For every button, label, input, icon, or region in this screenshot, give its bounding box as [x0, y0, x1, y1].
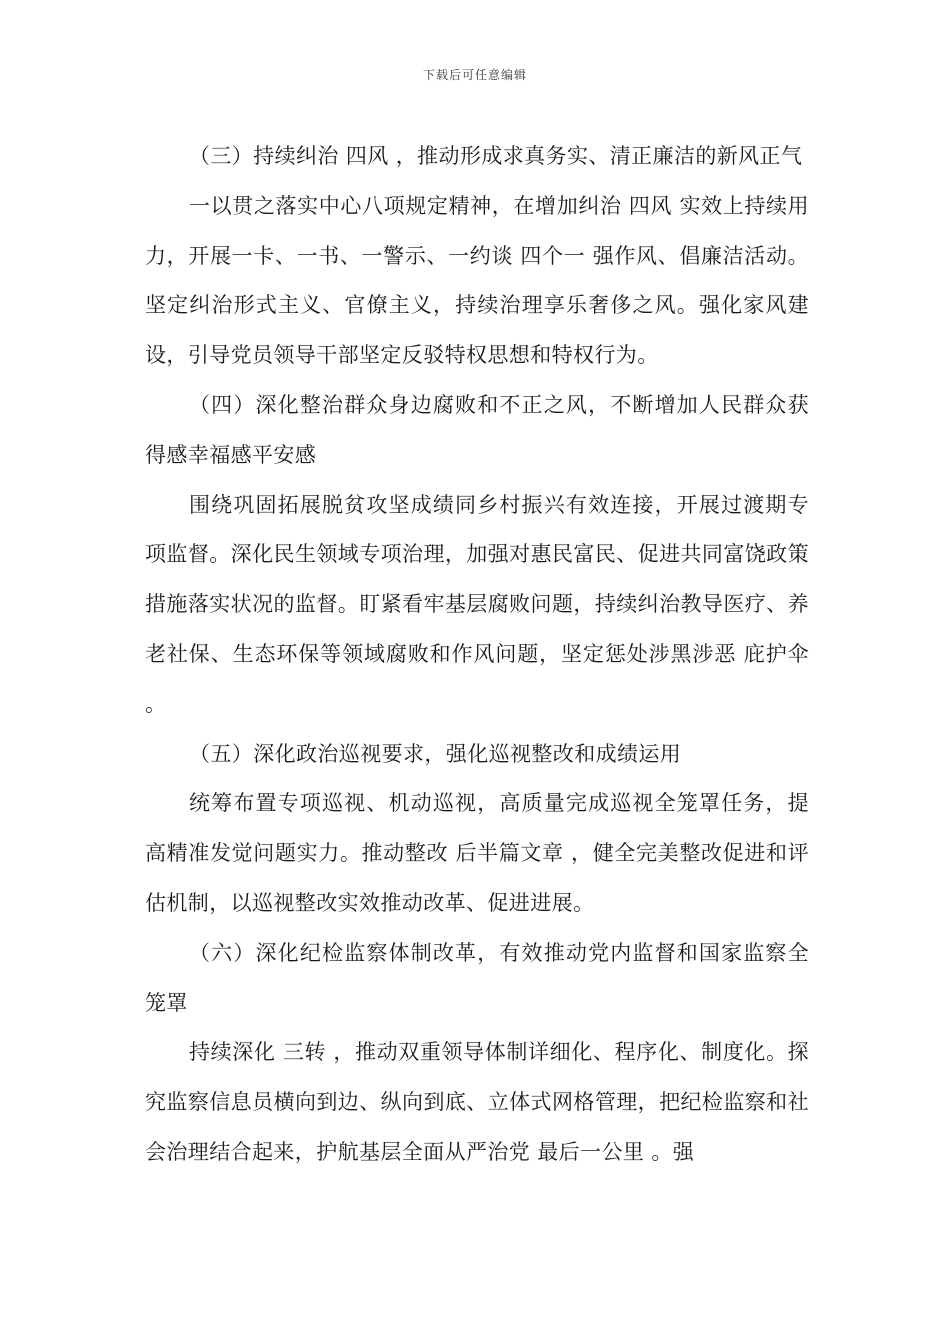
section-heading-4: （四）深化整治群众身边腐败和不正之风，不断增加人民群众获得感幸福感平安感	[145, 392, 809, 467]
paragraph: 统筹布置专项巡视、机动巡视，高质量完成巡视全笼罩任务，提高精准发觉问题实力。推动整改 后半篇文章 ，健全完美整改促进和评估机制，以巡视整改实效推动改革、促进进展。	[145, 791, 809, 915]
document-body	[145, 132, 809, 1178]
section-heading-5: （五）深化政治巡视要求，强化巡视整改和成绩运用	[189, 741, 682, 766]
section-heading-3: （三）持续纠治 四风 ，推动形成求真务实、清正廉洁的新风正气	[189, 144, 803, 168]
paragraph: 围绕巩固拓展脱贫攻坚成绩同乡村振兴有效连接，开展过渡期专项监督。深化民生领域专项治理，加强对惠民富民、促进共同富饶政策措施落实状况的监督。盯紧看牢基层腐败问题，持续纠治教导医疗、养老社保、生态环保等领域腐败和作风问题，坚定惩处涉黑涉恶 庇护伞 。	[145, 492, 809, 716]
section-heading-6: （六）深化纪检监察体制改革，有效推动党内监督和国家监察全笼罩	[145, 940, 809, 1015]
paragraph: 持续深化 三转 ，推动双重领导体制详细化、程序化、制度化。探究监察信息员横向到边、纵向到底、立体式网格管理，把纪检监察和社会治理结合起来，护航基层全面从严治党 最后一公里 。强	[145, 1040, 809, 1164]
paragraph: 一以贯之落实中心八项规定精神，在增加纠治 四风 实效上持续用力，开展一卡、一书、一警示、一约谈 四个一 强作风、倡廉洁活动。坚定纠治形式主义、官僚主义，持续治理享乐奢侈之风。强化家风建设，引导党员领导干部坚定反驳特权思想和特权行为。	[145, 193, 809, 368]
header-note: 下载后可任意编辑	[422, 68, 527, 82]
